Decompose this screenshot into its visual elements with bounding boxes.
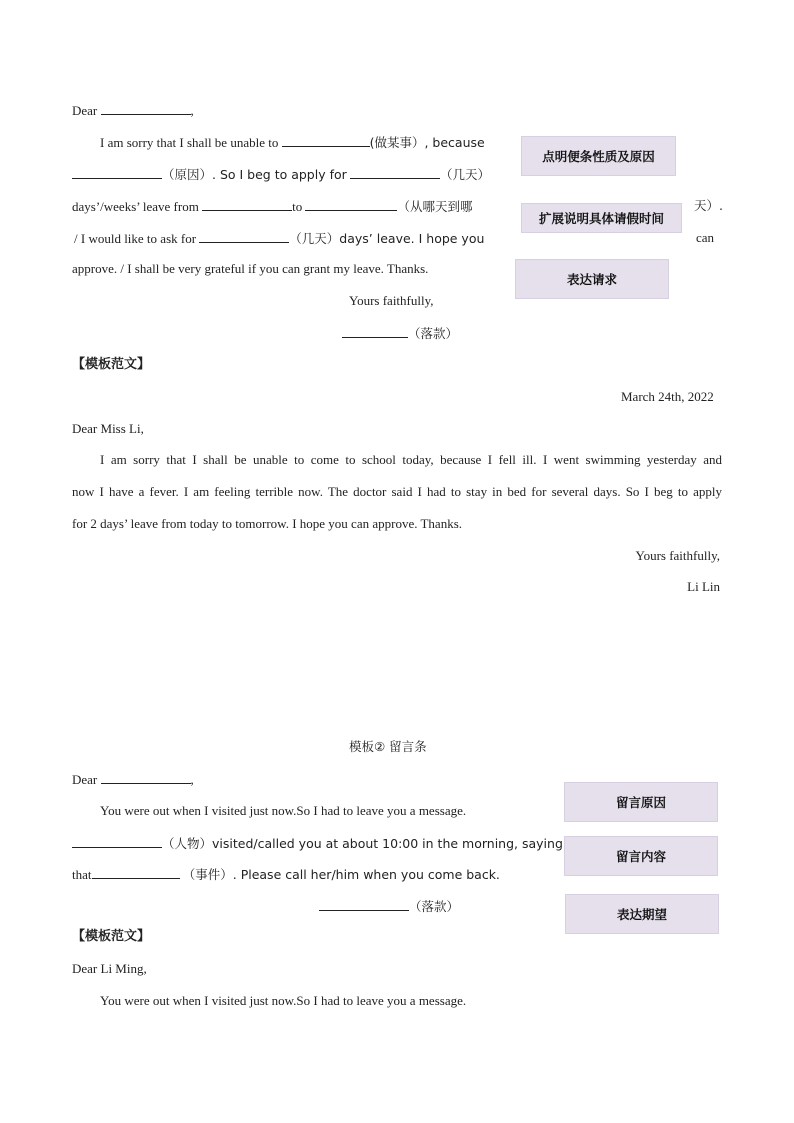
note-purpose-and-reason: 点明便条性质及原因	[521, 136, 676, 176]
t1-line-1	[100, 134, 485, 151]
t1-from-blank[interactable]	[202, 198, 292, 211]
t1-line-1a: I am sorry that I shall be unable to	[100, 135, 279, 150]
t1-line-3c: （从哪天到哪	[397, 199, 473, 214]
t1-line-5: approve. / I shall be very grateful if you can grant my leave. Thanks.	[72, 261, 429, 276]
t2-event-blank[interactable]	[92, 866, 180, 879]
t1-line-1b: (做某事）, because	[369, 135, 485, 150]
sample1-line-3: for 2 days’ leave from today to tomorrow. I hope you can approve. Thanks.	[72, 516, 463, 531]
t2-line-1: You were out when I visited just now.So I had to leave you a message.	[100, 803, 467, 818]
t1-recipient-blank[interactable]	[101, 102, 191, 115]
t1-line-3b: to	[292, 199, 303, 214]
t1-line-4b: （几天）days’ leave. I hope you	[289, 231, 485, 246]
note-request: 表达请求	[515, 259, 669, 299]
t2-signature-label: （落款）	[409, 899, 460, 914]
t1-line-2b: （几天）	[440, 167, 491, 182]
note-leave-period: 扩展说明具体请假时间	[521, 203, 682, 233]
t1-line-3d: 天）.	[694, 198, 723, 213]
t2-signature-blank[interactable]	[319, 898, 409, 911]
t1-signature-blank[interactable]	[342, 325, 408, 338]
t2-line-3a: that	[72, 867, 92, 882]
t1-line-4a: / I would like to ask for	[74, 231, 197, 246]
sample1-closing: Yours faithfully,	[635, 548, 720, 563]
t1-dear-label: Dear	[72, 103, 98, 118]
sample1-line-1: I am sorry that I shall be unable to come to school today, because I fell ill. I went swimming yesterday and	[100, 452, 722, 467]
t1-signature-label: （落款）	[408, 326, 459, 341]
t2-line-3b: （事件）. Please call her/him when you come back.	[182, 867, 500, 882]
t2-line-2	[72, 835, 563, 852]
t1-line-3	[72, 198, 472, 215]
sample2-greeting: Dear Li Ming,	[72, 961, 147, 976]
t1-days-blank[interactable]	[350, 166, 440, 179]
note-expectation: 表达期望	[565, 894, 719, 934]
t1-to-blank[interactable]	[305, 198, 397, 211]
t1-activity-blank[interactable]	[282, 134, 370, 147]
note-message-content: 留言内容	[564, 836, 718, 876]
sample1-heading: 【模板范文】	[72, 357, 151, 372]
t1-line-3a: days’/weeks’ leave from	[72, 199, 199, 214]
t1-line-4	[74, 230, 484, 247]
t2-greeting-line	[72, 771, 194, 788]
t2-greeting-comma: ,	[190, 772, 194, 787]
t1-closing: Yours faithfully,	[349, 293, 434, 308]
template2-title: 模板② 留言条	[349, 739, 427, 754]
t1-reason-blank[interactable]	[72, 166, 162, 179]
t2-person-blank[interactable]	[72, 835, 162, 848]
t1-greeting-line	[72, 102, 194, 119]
t1-line-2a: （原因）. So I beg to apply for	[162, 167, 347, 182]
t2-dear-label: Dear	[72, 772, 98, 787]
note-message-reason: 留言原因	[564, 782, 718, 822]
t1-line-2	[72, 166, 490, 183]
t2-signature-line	[319, 898, 459, 915]
sample1-greeting: Dear Miss Li,	[72, 421, 144, 436]
sample2-line-1: You were out when I visited just now.So I had to leave you a message.	[100, 993, 467, 1008]
sample1-name: Li Lin	[687, 579, 720, 594]
t2-line-2-text: （人物）visited/called you at about 10:00 in the morning, saying	[162, 836, 563, 851]
t1-days2-blank[interactable]	[199, 230, 289, 243]
t1-signature-line	[342, 325, 458, 342]
t2-line-3	[72, 866, 500, 883]
sample2-heading: 【模板范文】	[72, 929, 151, 944]
t2-recipient-blank[interactable]	[101, 771, 191, 784]
t1-line-4c: can	[696, 230, 715, 245]
sample1-line-2: now I have a fever. I am feeling terrible now. The doctor said I had to stay in bed for several days. So I beg to apply	[72, 484, 722, 499]
sample1-date: March 24th, 2022	[621, 389, 714, 404]
t1-greeting-comma: ,	[190, 103, 194, 118]
